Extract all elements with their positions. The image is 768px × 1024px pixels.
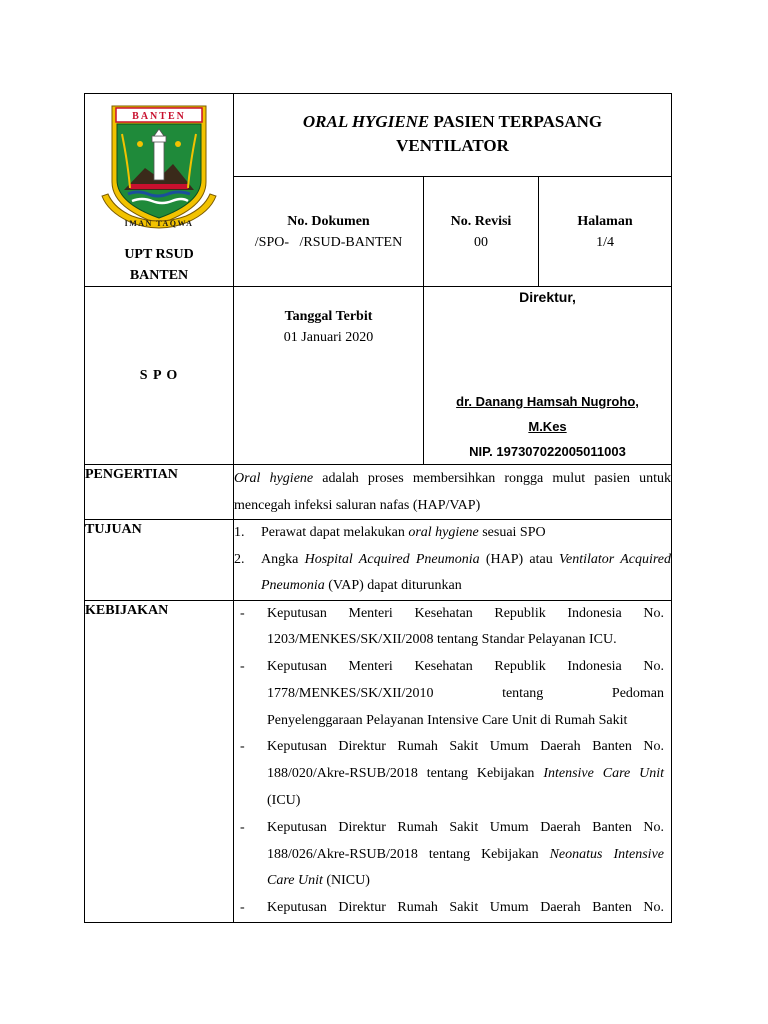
list-item: - Keputusan Direktur Rumah Sakit Umum Daerah Banten No. 188/026/Akre-RSUB/2018 tentang Kebijakan Neonatus Intensive Care Unit (NICU) [240,819,665,889]
director-name-line2: M.Kes [528,419,567,434]
doc-number-value: /SPO- /RSUD-BANTEN [254,234,403,250]
logo-cell [85,94,234,287]
doc-number-cell [234,176,424,286]
revision-cell [424,176,539,286]
kebijakan-label-cell [85,600,234,923]
kebijakan-content [234,600,672,923]
logo-motto-text: IMAN TAQWA [124,219,194,228]
kebijakan-label: KEBIJAKAN [85,602,169,618]
director-title: Direktur, [519,289,576,305]
director-cell [424,287,672,465]
kebijakan-list [234,601,664,923]
spo-label: S P O [139,367,179,383]
tujuan-label-cell [85,520,234,601]
issue-date-label: Tanggal Terbit [284,309,373,324]
doc-number-label: No. Dokumen [287,213,370,229]
org-name-line1: UPT RSUD [124,247,194,262]
logo-banner-text: BANTEN [132,111,186,122]
document-title [234,94,671,158]
title-cell [234,94,672,177]
pengertian-label: PENGERTIAN [85,467,178,482]
title-rest: PASIEN TERPASANG [429,112,603,131]
tujuan-label: TUJUAN [85,522,142,537]
title-line2: VENTILATOR [396,136,509,155]
list-item: - Keputusan Direktur Rumah Sakit Umum Daerah Banten No. 188/020/Akre-RSUB/2018 tentang Kebijakan Intensive Care Unit (ICU) [240,739,665,809]
issue-date-cell [234,287,424,465]
pengertian-label-cell [85,465,234,520]
director-nip: NIP. 197307022005011003 [469,444,626,459]
list-item: - Keputusan Menteri Kesehatan Republik Indonesia No. 1203/MENKES/SK/XII/2008 tentang Standar Pelayanan ICU. [240,605,665,648]
tujuan-list [234,520,671,600]
org-name-line2: BANTEN [129,268,189,283]
spo-label-cell [85,287,234,465]
spo-table [84,93,672,923]
list-item: 1. Perawat dapat melakukan oral hygiene sesuai SPO [234,525,546,540]
title-italic: ORAL HYGIENE [302,112,430,131]
revision-value: 00 [474,234,488,250]
director-name-line1: dr. Danang Hamsah Nugroho, [456,394,639,409]
page-value: 1/4 [596,234,614,250]
list-item: - Keputusan Direktur Rumah Sakit Umum Daerah Banten No. [240,900,665,916]
tujuan-content [234,520,672,601]
pengertian-term: Oral hygiene [234,471,314,486]
page-cell [539,176,672,286]
banten-logo [100,104,218,236]
list-item: - Keputusan Menteri Kesehatan Republik Indonesia No. 1778/MENKES/SK/XII/2010 tentang Pedoman Penyelenggaraan Pelayanan Intensive Care Unit di Rumah Sakit [240,659,665,728]
pengertian-content [234,465,672,520]
revision-label: No. Revisi [450,213,512,229]
page-label: Halaman [577,213,633,229]
issue-date-value: 01 Januari 2020 [283,330,374,345]
list-item: 2. Angka Hospital Acquired Pneumonia (HAP) atau Ventilator Acquired Pneumonia (VAP) dapat diturunkan [234,551,672,593]
pengertian-text: adalah proses membersihkan rongga mulut pasien untuk mencegah infeksi saluran nafas (HAP/VAP) [234,471,672,513]
spo-document [84,93,671,923]
